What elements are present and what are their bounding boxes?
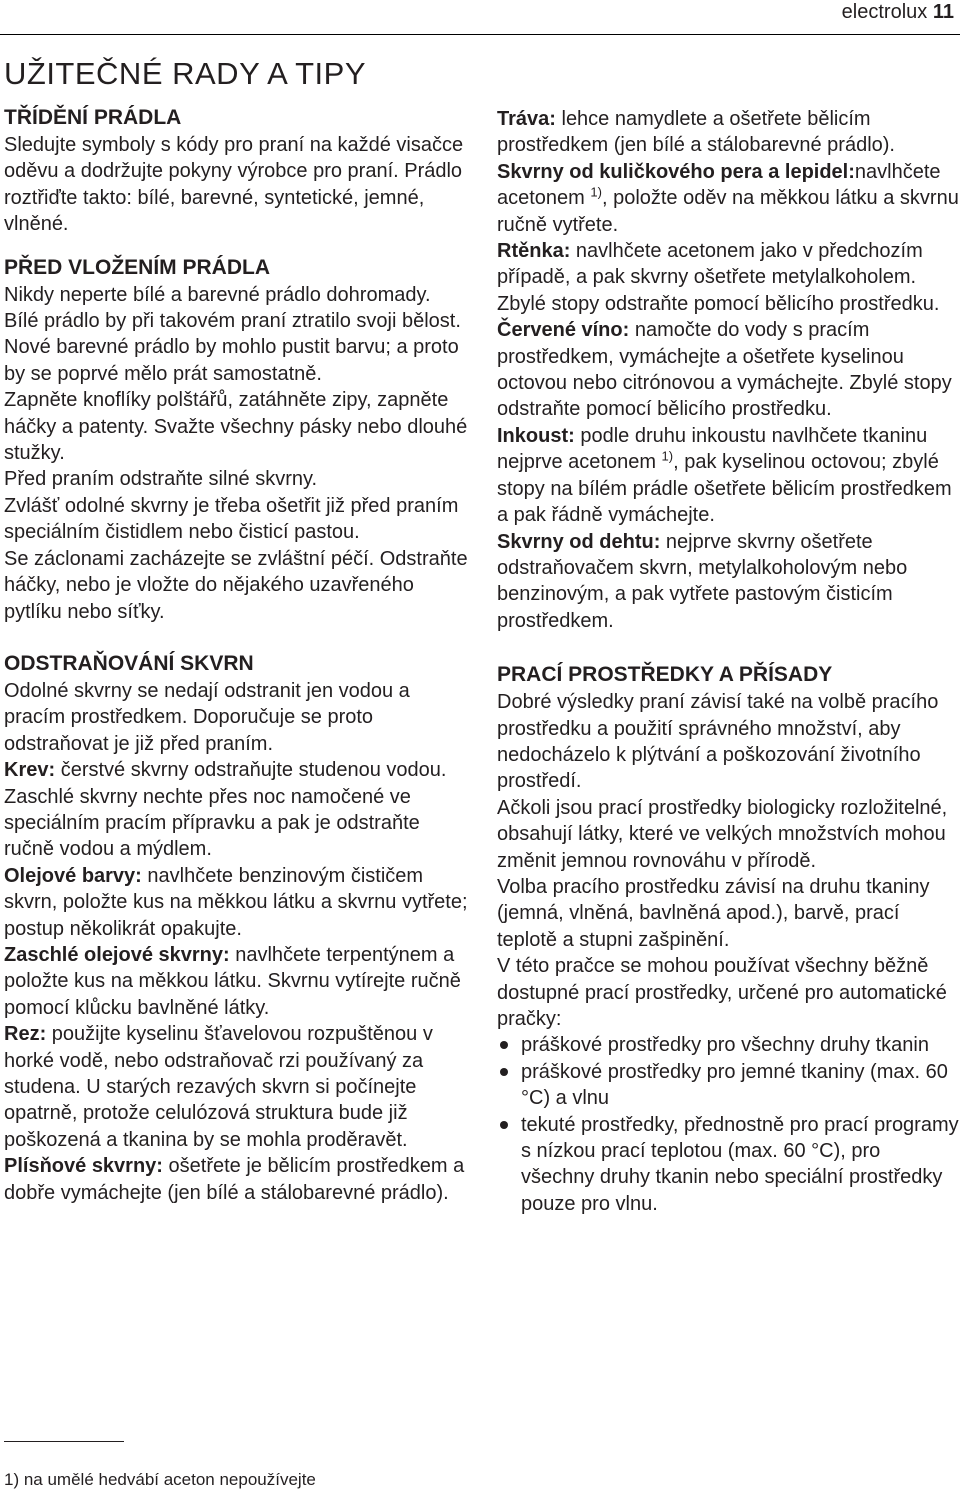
list-item <box>497 1059 959 1112</box>
footnote-rule <box>4 1441 124 1442</box>
section-heading-before-loading: PŘED VLOŽENÍM PRÁDLA <box>4 255 271 279</box>
stain-term: Skvrny od kuličkového pera a lepidel: <box>497 160 855 183</box>
stain-item <box>497 238 959 317</box>
stain-text: navlhčete terpentýnem a položte kus na měkkou látku. Skvrnu vytírejte ručně pomocí klůcku bavlněné látky. <box>4 943 461 1019</box>
list-item <box>497 1032 959 1058</box>
stain-term: Olejové barvy: <box>4 864 142 887</box>
stain-text: navlhčete acetonem jako v předchozím případě, a pak skvrny ošetřete metylalkoholem. Zbylé stopy odstraňte pomocí bělicího prostředku. <box>497 240 940 315</box>
before-loading-paragraph: Před praním odstraňte silné skvrny. <box>4 468 318 491</box>
before-loading-paragraph: Nové barevné prádlo by mohlo pustit barvu; a proto by se poprvé mělo prát samostatně. <box>4 336 459 385</box>
stain-text: čerstvé skvrny odstraňujte studenou vodou. Zaschlé skvrny nechte přes noc namočené ve speciálním pracím přípravku a pak je odstraňte ručně vodou a mýdlem. <box>4 759 447 861</box>
stain-item <box>4 1153 470 1206</box>
stain-text: namočte do vody s pracím prostředkem, vymáchejte a ošetřete kyselinou octovou nebo citrónovou a vymáchejte. Zbylé stopy odstraňte pomocí bělicího prostředku. <box>497 319 952 421</box>
detergents-paragraph: Volba pracího prostředku závisí na druhu tkaniny (jemná, vlněná, bavlněná apod.), barvě, prací teplotě a stupni zašpinění. <box>497 875 930 951</box>
sorting-text: Sledujte symboly s kódy pro praní na každé visačce oděvu a dodržujte pokyny výrobce pro praní. Prádlo roztřiďte takto: bílé, barevné, syntetické, jemné, vlněné. <box>4 134 464 236</box>
before-loading-paragraph: Zvlášť odolné skvrny je třeba ošetřit již před praním speciálním čistidlem nebo čisticí pastou. <box>4 494 459 544</box>
section-heading-sorting: TŘÍDĚNÍ PRÁDLA <box>4 106 182 129</box>
list-item-text: práškové prostředky pro jemné tkaniny (max. 60 °C) a vlnu <box>521 1060 948 1110</box>
stain-text: nejprve skvrny ošetřete odstraňovačem skvrn, metylalkoholovým nebo benzinovým, a pak vytřete pastovým čisticím prostředkem. <box>497 530 908 632</box>
header-rule <box>0 34 960 35</box>
list-item <box>497 1112 959 1218</box>
stain-term: Rtěnka: <box>497 240 571 263</box>
stain-item <box>4 863 470 942</box>
page-number: 11 <box>932 1 954 23</box>
section-heading-detergents: PRACÍ PROSTŘEDKY A PŘÍSADY <box>497 663 833 687</box>
stain-term: Tráva: <box>497 108 556 130</box>
list-item-text: tekuté prostředky, přednostně pro prací programy s nízkou prací teplotou (max. 60 °C), pro všechny druhy tkanin nebo speciální prostředky pouze pro vlnu. <box>521 1113 959 1215</box>
stain-item <box>4 757 470 863</box>
stain-text: , pak kyselinou octovou; zbylé stopy na bílém prádle ošetřete bělicím prostředkem a pak řádně vymáchejte. <box>497 451 952 527</box>
stain-term: Plísňové skvrny: <box>4 1155 163 1178</box>
stain-text: použijte kyselinu šťavelovou rozpuštěnou v horké vodě, nebo odstraňovač rzi používaný za studena. U starých rezavých skvrn si počínejte opatrně, protože celulózová struktura bude již poškozená a tkanina by se mohla proděravět. <box>4 1023 433 1151</box>
stain-term: Inkoust: <box>497 424 575 447</box>
brand-name: electrolux <box>841 1 928 23</box>
detergents-paragraph: Ačkoli jsou prací prostředky biologicky rozložitelné, obsahují látky, které ve velkých množstvích mohou změnit jemnou rovnováhu v přírodě. <box>497 796 948 872</box>
stain-term: Rez: <box>4 1023 47 1046</box>
detergent-types-list <box>497 1032 959 1217</box>
stain-term: Krev: <box>4 759 56 782</box>
stain-item <box>497 317 959 423</box>
before-loading-paragraph: Nikdy neperte bílé a barevné prádlo dohromady. Bílé prádlo by při takovém praní ztratilo svoji bělost. <box>4 283 461 333</box>
bullet-icon <box>500 1041 508 1049</box>
stain-item <box>497 423 959 529</box>
stain-term: Červené víno: <box>497 319 630 342</box>
stain-item <box>4 942 470 1021</box>
stain-item <box>497 159 959 238</box>
stain-text: podle druhu inkoustu navlhčete tkaninu nejprve acetonem <box>497 424 928 474</box>
detergents-paragraph: V této pračce se mohou používat všechny běžně dostupné prací prostředky, určené pro automatické pračky: <box>497 955 947 1030</box>
stain-term: Zaschlé olejové skvrny: <box>4 943 230 966</box>
stain-item <box>497 106 959 159</box>
left-column <box>4 104 470 1206</box>
detergents-paragraph: Dobré výsledky praní závisí také na volbě pracího prostředku a použití správného množství, aby nedocházelo k plýtvání a poškozování životního prostředí. <box>497 691 939 793</box>
section-heading-stain-removal: ODSTRAŇOVÁNÍ SKVRN <box>4 651 254 675</box>
footnote-reference: 1) <box>590 184 602 200</box>
stain-item <box>497 529 959 635</box>
footnote: 1) na umělé hedvábí aceton nepoužívejte <box>4 1470 316 1489</box>
stain-removal-intro: Odolné skvrny se nedají odstranit jen vodou a pracím prostředkem. Doporučuje se proto odstraňovat je již před praním. <box>4 679 410 755</box>
before-loading-paragraph: Se záclonami zacházejte se zvláštní péčí. Odstraňte háčky, nebo je vložte do nějakého uzavřeného pytlíku nebo síťky. <box>4 547 468 623</box>
bullet-icon <box>500 1068 508 1076</box>
list-item-text: práškové prostředky pro všechny druhy tkanin <box>521 1034 929 1057</box>
footnote-reference: 1) <box>661 448 674 464</box>
stain-item <box>4 1021 470 1153</box>
stain-text: navlhčete acetonem <box>497 160 941 210</box>
bullet-icon <box>500 1121 508 1129</box>
running-head <box>842 0 954 24</box>
stain-term: Skvrny od dehtu: <box>497 530 661 553</box>
stain-text: lehce namydlete a ošetřete bělicím prostředkem (jen bílé a stálobarevné prádlo). <box>497 108 895 157</box>
before-loading-paragraph: Zapněte knoflíky polštářů, zatáhněte zipy, zapněte háčky a patenty. Svažte všechny pásky nebo dlouhé stužky. <box>4 389 468 465</box>
stain-text: , položte oděv na měkkou látku a skvrnu ručně vytřete. <box>497 187 959 236</box>
page-title: UŽITEČNÉ RADY A TIPY <box>4 56 367 91</box>
right-column <box>497 106 959 1217</box>
stain-text: ošetřete je bělicím prostředkem a dobře vymáchejte (jen bílé a stálobarevné prádlo). <box>4 1155 465 1204</box>
stain-text: navlhčete benzinovým čističem skvrn, položte kus na měkkou látku a skvrnu vytřete; postup několikrát opakujte. <box>4 864 468 940</box>
